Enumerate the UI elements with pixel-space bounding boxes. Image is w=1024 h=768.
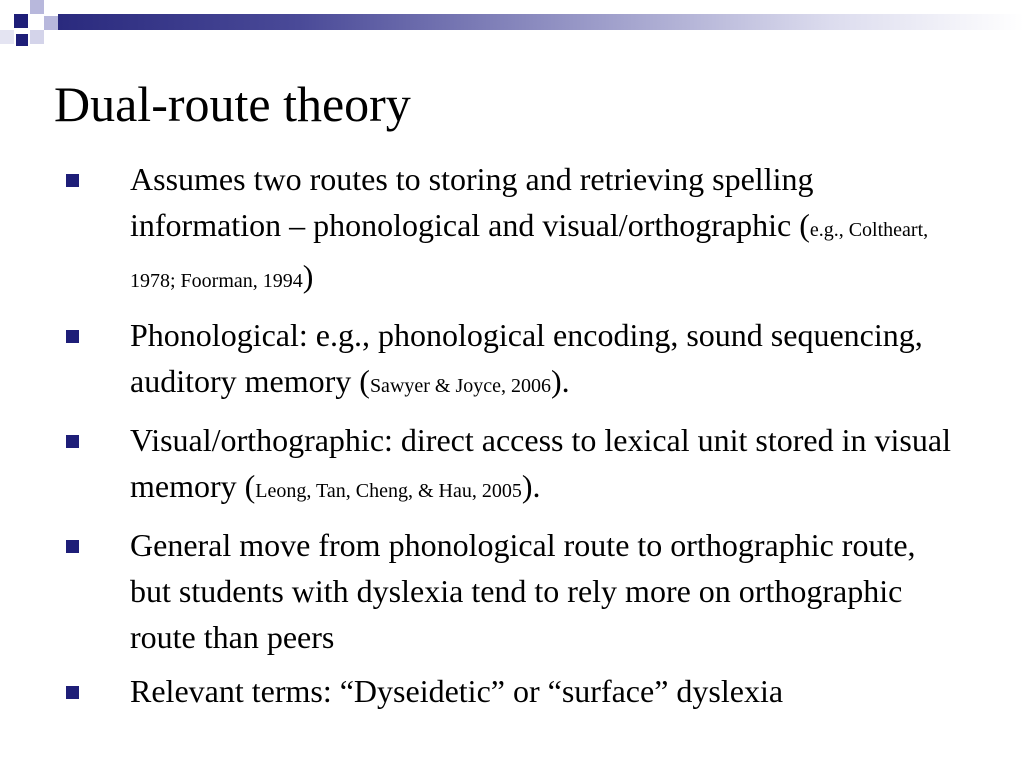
bullet-text: Relevant terms: “Dyseidetic” or “surface” dyslexia (130, 673, 784, 709)
square-bullet-icon (66, 174, 79, 187)
bullet-item (0, 312, 960, 409)
bullet-text-end: ) (302, 258, 314, 294)
square-bullet-icon (66, 540, 79, 553)
decorative-square (14, 14, 28, 28)
bullet-text-end: ). (521, 468, 541, 504)
bullet-text: Visual/orthographic: direct access to lexical unit stored in visual memory ( (130, 422, 951, 504)
citation: Sawyer & Joyce, 2006 (369, 375, 552, 397)
decorative-square (44, 16, 58, 30)
decorative-square (16, 34, 28, 46)
bullet-text: General move from phonological route to orthographic route, but students with dyslexia tend to rely more on orthographic route than peers (130, 527, 916, 655)
bullet-text: Phonological: e.g., phonological encoding, sound sequencing, auditory memory ( (130, 317, 923, 399)
decorative-square (0, 30, 14, 44)
header-decoration (0, 0, 1024, 50)
decorative-square (30, 0, 44, 14)
slide-title: Dual-route theory (54, 76, 411, 132)
square-bullet-icon (66, 330, 79, 343)
bullet-item (0, 668, 960, 714)
citation: Leong, Tan, Cheng, & Hau, 2005 (255, 480, 522, 502)
bullet-item (0, 417, 960, 514)
square-bullet-icon (66, 435, 79, 448)
gradient-bar (58, 14, 1024, 30)
bullet-list (0, 156, 1024, 722)
decorative-square (30, 30, 44, 44)
bullet-text: Assumes two routes to storing and retrieving spelling information – phonological and visual/orthographic ( (130, 161, 814, 243)
citation: e.g., Coltheart, 1978; Foorman, 1994 (130, 219, 929, 292)
bullet-item (0, 522, 960, 660)
square-bullet-icon (66, 686, 79, 699)
bullet-item (0, 156, 960, 304)
bullet-text-end: ). (551, 363, 570, 399)
